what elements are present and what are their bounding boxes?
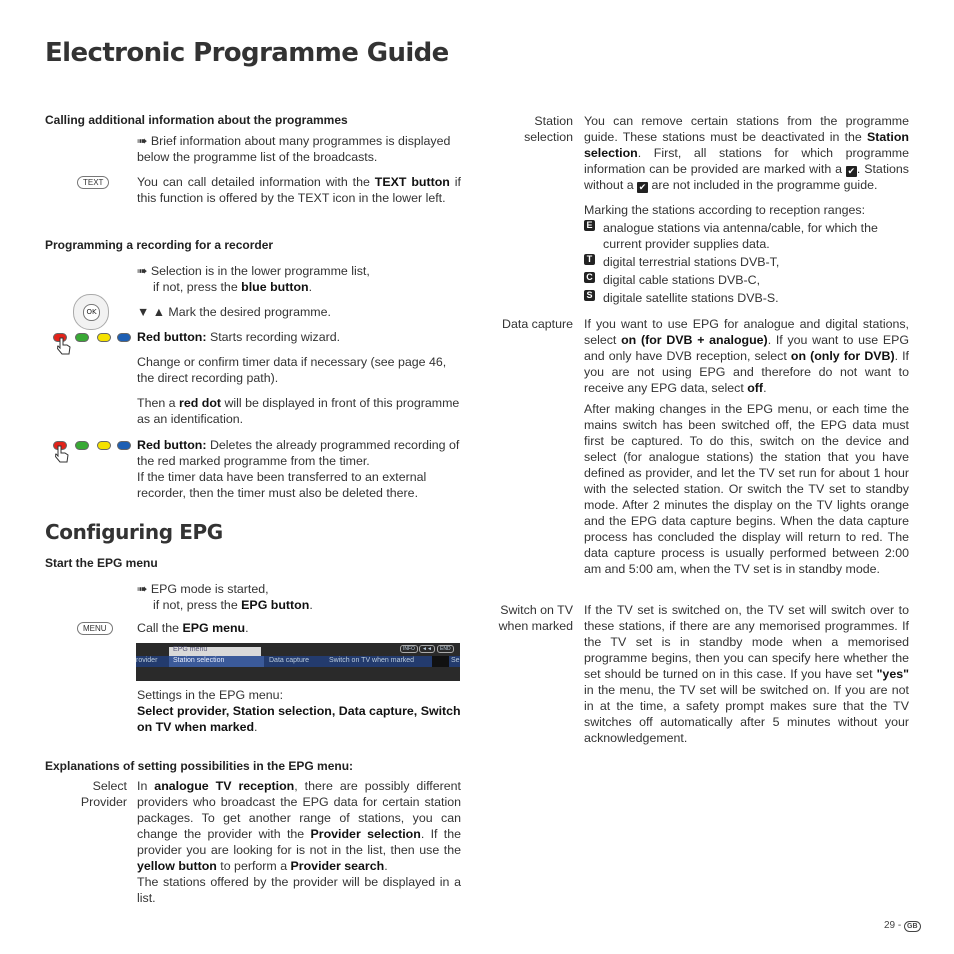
green-button-icon bbox=[75, 333, 89, 342]
ok-button-icon: OK bbox=[83, 304, 100, 321]
red-button-delete: Red button: Deletes the already programmed recording of the red marked programme from the timer. If the timer data have been transferred to an external recorder, then the timer must also be deleted there. bbox=[137, 438, 460, 500]
rewind-button-icon: ◄◄ bbox=[419, 645, 435, 653]
color-buttons-icon bbox=[53, 441, 133, 463]
call-epg-menu: Call the EPG menu. bbox=[137, 621, 249, 635]
tab-data-capture: Data capture bbox=[269, 657, 310, 664]
calling-bullet: ➠ Brief information about many programmes is displayed below the programme list of the broadcasts. bbox=[137, 134, 451, 164]
select-provider-text: In analogue TV reception, there are possibly different providers who broadcast the EPG data for certain station packages. To get another range of stations, you can change the provider with the Provider selection. If the provider you are looking for is not in the list, then use the yellow button to perform a Provider search. The stations offered by the provider will be displayed in a list. bbox=[137, 779, 461, 905]
change-timer-text: Change or confirm timer data if necessary (see page 46, the direct recording path). bbox=[137, 355, 447, 385]
page-title: Electronic Programme Guide bbox=[45, 38, 449, 68]
recording-heading: Programming a recording for a recorder bbox=[45, 238, 274, 252]
station-selection-label: Station selection bbox=[524, 114, 573, 144]
tab-provider: rovider bbox=[136, 657, 158, 664]
red-dot-text: Then a red dot will be displayed in front of this programme as an identification. bbox=[137, 396, 460, 426]
calling-heading: Calling additional information about the programmes bbox=[45, 113, 348, 127]
list-item: T digital terrestrial stations DVB-T, bbox=[584, 254, 909, 270]
pointing-hand-icon bbox=[57, 337, 71, 355]
switch-on-label: Switch on TV when marked bbox=[498, 603, 573, 633]
recording-bullet: ➠ Selection is in the lower programme list, if not, press the blue button. bbox=[137, 264, 370, 294]
checkmark-icon: ✔ bbox=[847, 166, 856, 176]
page-number: 29 - GB bbox=[884, 920, 921, 932]
text-key-icon: TEXT bbox=[77, 176, 109, 189]
list-item: C digital cable stations DVB-C, bbox=[584, 272, 909, 288]
c-key-icon: C bbox=[584, 272, 595, 283]
switch-on-text: If the TV set is switched on, the TV set will switch over to these stations, if there are any memorised programmes. If the TV set is in standby mode when a memorised programme begins, then you can specify here whether the set should be turned on in this case. If you have set "yes" in the menu, the TV set will be switched on. If you are not in at the time, a safety prompt makes sure that the TV switches off automatically after 5 minutes without your acknowledgement. bbox=[584, 603, 909, 745]
menu-title: EPG menu bbox=[173, 646, 208, 653]
menu-key-icon: MENU bbox=[77, 622, 113, 635]
green-button-icon bbox=[75, 441, 89, 450]
select-provider-label: Select Provider bbox=[80, 779, 127, 809]
color-buttons-icon bbox=[53, 333, 133, 355]
reception-list bbox=[584, 220, 909, 306]
tab-more: Se bbox=[451, 657, 460, 664]
mark-instruction: ▼ ▲ Mark the desired programme. bbox=[137, 305, 331, 319]
marking-text: Marking the stations according to reception ranges: bbox=[584, 203, 866, 217]
yellow-button-icon bbox=[97, 333, 111, 342]
red-button-wizard: Red button: Starts recording wizard. bbox=[137, 330, 341, 344]
data-capture-paragraph: After making changes in the EPG menu, or each time the mains switch has been switched off, the EPG data must first be captured. To do this, switch on the device and select (for analogue stations) the station that you have defined as provider, and let the TV set run for about 1 hour with the selected station. Or switch the TV set to standby mode. After 2 minutes the display on the TV lights orange and the EPG data capture begins. When the data capture process has concluded the display will return to red. The data capture process is usually performed between 2:00 am and 5:00 am, when the TV set is in standby mode. bbox=[584, 402, 909, 576]
e-key-icon: E bbox=[584, 220, 595, 231]
configuring-heading: Configuring EPG bbox=[45, 520, 223, 544]
pointing-hand-icon bbox=[55, 445, 69, 463]
blue-button-icon bbox=[117, 441, 131, 450]
calling-text-paragraph: You can call detailed information with the TEXT button if this function is offered by the TEXT icon in the lower left. bbox=[137, 175, 461, 205]
list-item: S digitale satellite stations DVB-S. bbox=[584, 290, 909, 306]
list-item: E analogue stations via antenna/cable, for which the current provider supplies data. bbox=[584, 220, 909, 252]
gb-badge: GB bbox=[904, 921, 921, 932]
settings-text: Settings in the EPG menu: Select provider, Station selection, Data capture, Switch on TV when marked. bbox=[137, 688, 461, 734]
station-selection-text: You can remove certain stations from the programme guide. These stations must be deactivated in the Station selection. First, all stations for which programme information can be provided are marked with a ✔ . Stations without a ✔ are not included in the programme guide. bbox=[584, 114, 909, 192]
checkmark-icon: ✔ bbox=[638, 182, 647, 192]
blue-button-icon bbox=[117, 333, 131, 342]
data-capture-text: If you want to use EPG for analogue and digital stations, select on (for DVB + analogue). If you want to use EPG and only have DVB reception, select on (only for DVB). If you are not using EPG and therefore do not want to receive any EPG data, select off. bbox=[584, 317, 909, 395]
info-button-icon: INFO bbox=[400, 645, 418, 653]
end-button-icon: END bbox=[437, 645, 454, 653]
t-key-icon: T bbox=[584, 254, 595, 265]
menu-tab-bar bbox=[136, 656, 460, 667]
epg-mode-bullet: ➠ EPG mode is started, if not, press the EPG button. bbox=[137, 582, 313, 612]
remote-navpad-icon bbox=[73, 294, 109, 330]
epg-menu-screenshot bbox=[136, 643, 460, 681]
s-key-icon: S bbox=[584, 290, 595, 301]
tab-station-selection: Station selection bbox=[173, 657, 225, 664]
data-capture-label: Data capture bbox=[502, 317, 573, 331]
yellow-button-icon bbox=[97, 441, 111, 450]
start-epg-heading: Start the EPG menu bbox=[45, 556, 158, 570]
tab-switch-on: Switch on TV when marked bbox=[329, 657, 415, 664]
explanations-heading: Explanations of setting possibilities in the EPG menu: bbox=[45, 759, 354, 773]
